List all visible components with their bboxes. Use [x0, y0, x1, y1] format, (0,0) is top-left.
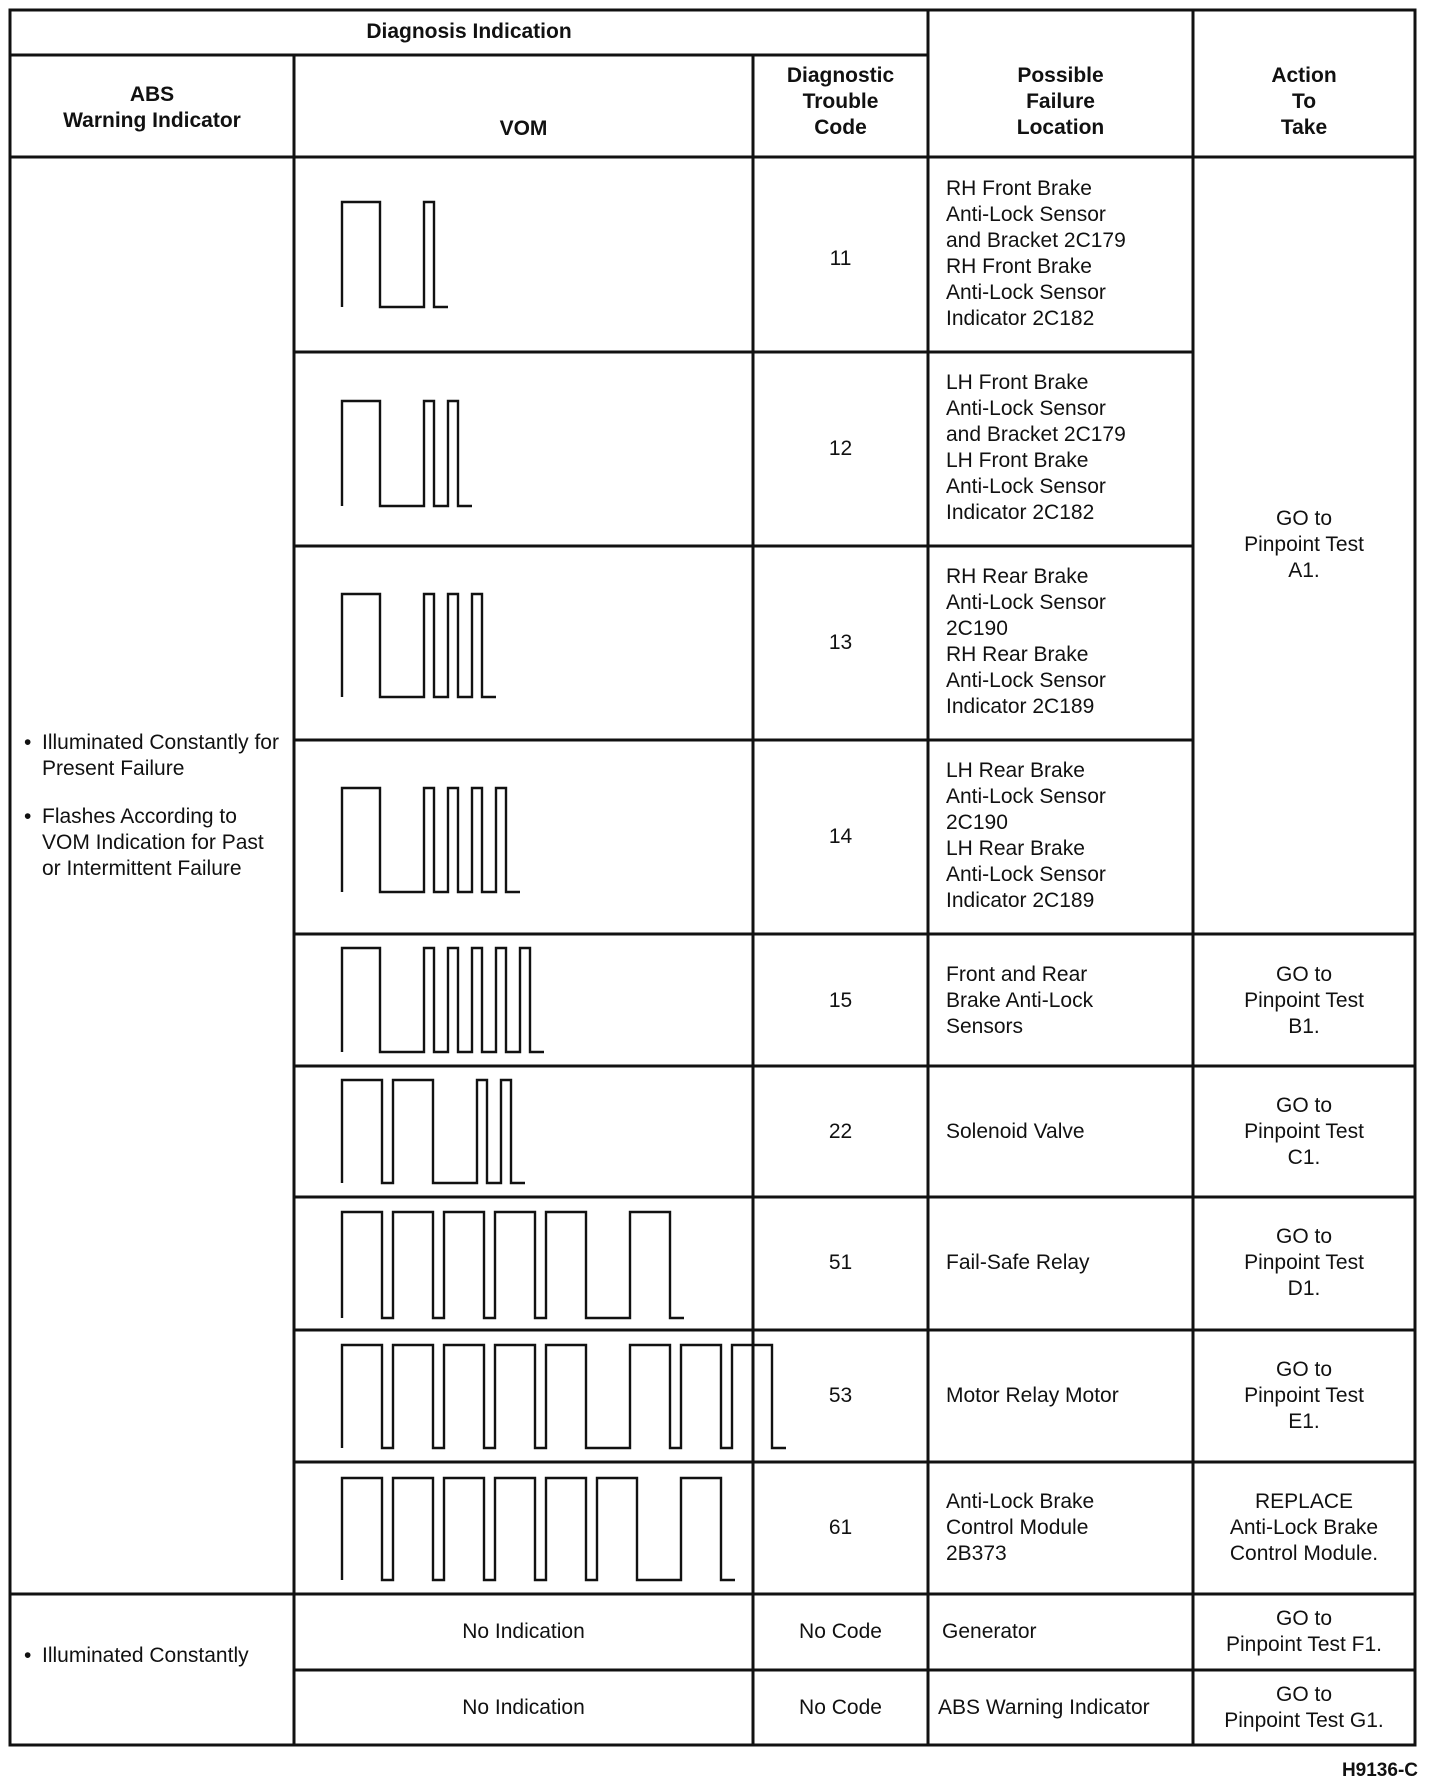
failure-location: RH Rear Brake Anti-Lock Sensor 2C190 RH Rear Brake Anti-Lock Sensor Indicator 2C189: [946, 565, 1106, 718]
vom-waveform-code-11: [342, 202, 448, 307]
action-replace-module: REPLACE Anti-Lock Brake Control Module.: [1229, 1490, 1379, 1565]
vom-waveform-code-12: [342, 401, 472, 506]
vom-waveform-code-14: [342, 788, 520, 892]
action-pinpoint-f1: GO to Pinpoint Test F1.: [1225, 1607, 1383, 1656]
failure-location: RH Front Brake Anti-Lock Sensor and Bracket 2C179 RH Front Brake Anti-Lock Sensor Indicator 2C182: [946, 177, 1126, 330]
figure-id: H9136-C: [1341, 1760, 1418, 1781]
vom-waveform-code-15: [342, 948, 544, 1052]
vom-no-indication: No Indication: [462, 1696, 585, 1719]
vom-waveform-code-53: [342, 1345, 786, 1448]
trouble-code: No Code: [799, 1620, 882, 1643]
diagnostic-trouble-code-heading: Diagnostic Trouble Code: [786, 64, 895, 139]
indicator-group-flashing: [24, 730, 286, 904]
action-pinpoint-d1: GO to Pinpoint Test D1.: [1244, 1225, 1364, 1300]
trouble-code: 12: [828, 437, 853, 460]
trouble-code: 22: [828, 1120, 853, 1143]
vom-no-indication: No Indication: [462, 1620, 585, 1643]
failure-location: Anti-Lock Brake Control Module 2B373: [946, 1490, 1095, 1565]
indicator-item: • Illuminated Constantly: [24, 1643, 286, 1669]
possible-failure-location-heading: Possible Failure Location: [1016, 64, 1105, 139]
indicator-item: • Illuminated Constantly for Present Failure: [24, 730, 286, 782]
action-to-take-heading: Action To Take: [1271, 64, 1337, 139]
trouble-code: 53: [828, 1384, 853, 1407]
vom-waveform-code-51: [342, 1212, 684, 1318]
failure-location: Generator: [942, 1620, 1037, 1643]
failure-location: ABS Warning Indicator: [938, 1696, 1150, 1719]
action-pinpoint-c1: GO to Pinpoint Test C1.: [1244, 1094, 1364, 1169]
trouble-code: 14: [828, 825, 853, 848]
trouble-code: No Code: [799, 1696, 882, 1719]
failure-location: LH Rear Brake Anti-Lock Sensor 2C190 LH Rear Brake Anti-Lock Sensor Indicator 2C189: [946, 759, 1106, 912]
failure-location: LH Front Brake Anti-Lock Sensor and Bracket 2C179 LH Front Brake Anti-Lock Sensor Indicator 2C182: [946, 371, 1126, 524]
action-pinpoint-b1: GO to Pinpoint Test B1.: [1244, 963, 1364, 1038]
vom-heading: VOM: [499, 117, 548, 140]
abs-warning-indicator-heading: ABS Warning Indicator: [63, 83, 241, 132]
vom-waveform-code-22: [342, 1080, 525, 1183]
indicator-group-constant: [24, 1643, 286, 1691]
vom-waveform-code-13: [342, 594, 496, 697]
failure-location: Fail-Safe Relay: [946, 1251, 1090, 1274]
trouble-code: 15: [828, 989, 853, 1012]
action-pinpoint-a1: GO to Pinpoint Test A1.: [1244, 507, 1364, 582]
failure-location: Front and Rear Brake Anti-Lock Sensors: [946, 963, 1094, 1038]
failure-location: Motor Relay Motor: [946, 1384, 1119, 1407]
trouble-code: 11: [829, 247, 852, 270]
indicator-item: • Flashes According to VOM Indication for Past or Intermittent Failure: [24, 804, 286, 882]
action-pinpoint-g1: GO to Pinpoint Test G1.: [1224, 1683, 1384, 1732]
trouble-code: 61: [828, 1516, 853, 1539]
action-pinpoint-e1: GO to Pinpoint Test E1.: [1244, 1358, 1364, 1433]
diagnosis-indication-heading: Diagnosis Indication: [366, 20, 572, 43]
trouble-code: 13: [828, 631, 853, 654]
failure-location: Solenoid Valve: [946, 1120, 1085, 1143]
vom-waveform-code-61: [342, 1478, 735, 1580]
vom-waveforms: [342, 202, 786, 1580]
trouble-code: 51: [828, 1251, 853, 1274]
